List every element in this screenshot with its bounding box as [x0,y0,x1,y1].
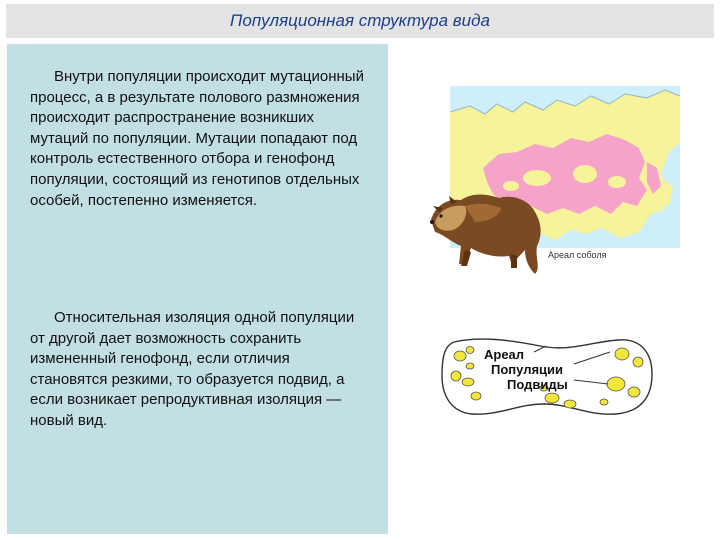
map-gap-2 [573,165,597,183]
map-gap-3 [608,176,626,188]
population-blob [454,351,466,361]
population-blob [545,393,559,403]
label-populations: Популяции [491,362,564,377]
population-blob [628,387,640,397]
population-blob [600,399,608,405]
slide-title: Популяционная структура вида [230,11,490,30]
paragraph-mutation: Внутри популяции происходит мутационный процесс, а в результате полового размножения происходит распространение возникших мутаций по популяции. Мутации попадают под контроль естественного отбора и генофонд популяции, состоящий из генотипов отдельных особей, постепенно изменяется. [30,68,364,209]
population-blob [607,377,625,391]
population-blob [466,347,474,354]
label-areal: Ареал [484,347,525,362]
population-blob [615,348,629,360]
map-gap-1 [523,170,551,186]
population-blob [471,392,481,400]
population-blob [564,400,576,408]
map-gap-4 [503,181,519,191]
population-blob [633,357,643,367]
title-bar [6,4,714,38]
label-subspecies: Подвиды [507,377,568,392]
population-blob [462,378,474,386]
population-blob [466,363,474,369]
sable-animal [430,195,541,275]
paragraph-isolation: Относительная изоляция одной популяции от другой дает возможность сохранить измененный генофонд, если отличия становятся резкими, то образуется подвид, а если возникает репродуктивная изоляция — новый вид. [30,309,355,429]
population-blob [451,371,461,381]
map-caption: Ареал соболя [548,250,607,260]
